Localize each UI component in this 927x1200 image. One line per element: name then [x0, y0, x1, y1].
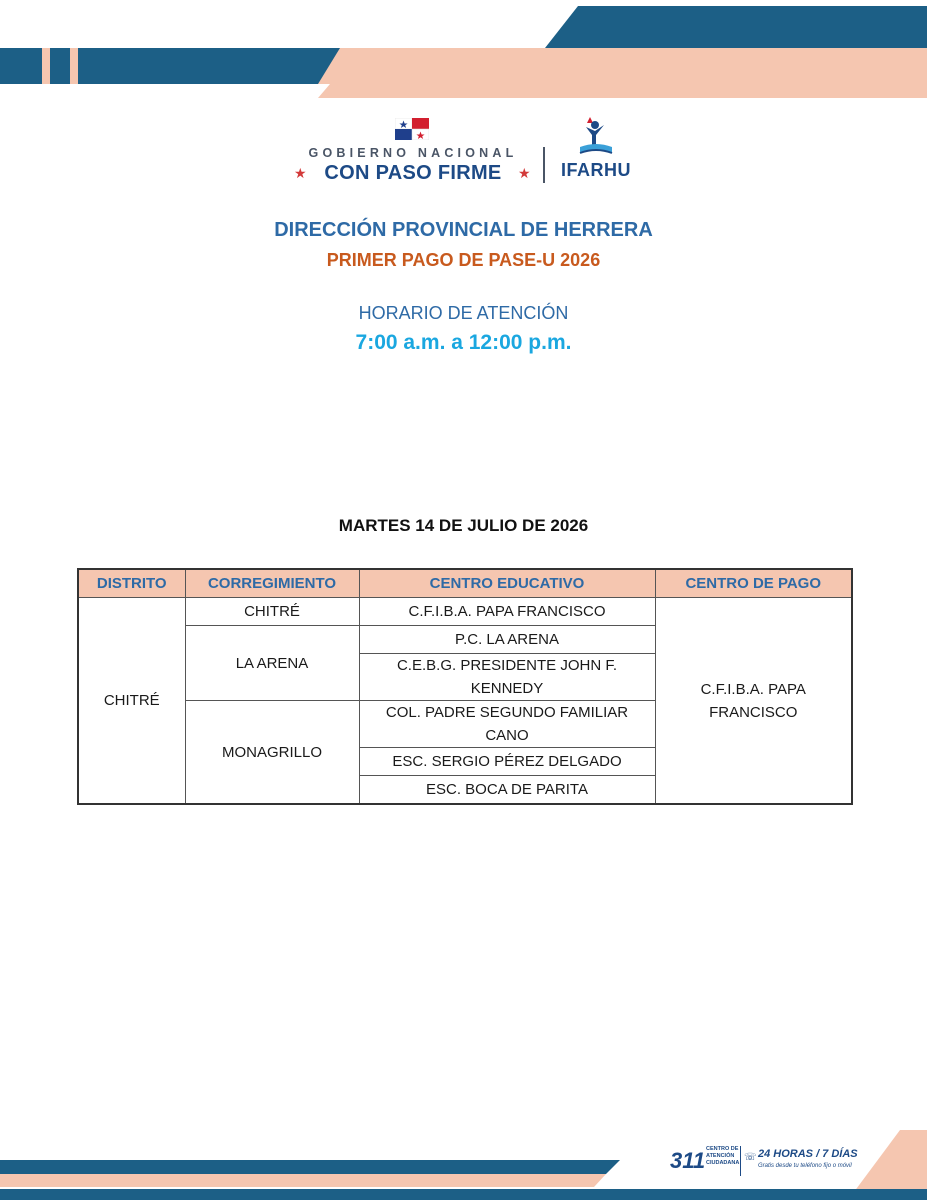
- line-number: 311: [670, 1148, 706, 1173]
- footer-divider: [740, 1146, 741, 1176]
- hours-label: 24 HORAS / 7 DÍAS: [758, 1148, 858, 1160]
- cell-centro-educativo: C.E.B.G. PRESIDENTE JOHN F. KENNEDY: [359, 654, 655, 701]
- cell-centro-educativo: C.F.I.B.A. PAPA FRANCISCO: [359, 598, 655, 626]
- cell-distrito: CHITRÉ: [78, 598, 185, 805]
- linea-311-logo: [664, 1144, 858, 1180]
- star-icon: ★: [294, 165, 307, 181]
- header-corregimiento: CORREGIMIENTO: [185, 569, 359, 598]
- fecha-heading: MARTES 14 DE JULIO DE 2026: [338, 516, 589, 535]
- horario-time: 7:00 a.m. a 12:00 p.m.: [355, 331, 572, 354]
- student-book-icon: [576, 115, 616, 159]
- header-decoration: [0, 0, 927, 100]
- header-distrito: DISTRITO: [78, 569, 185, 598]
- table-header-row: [78, 569, 852, 598]
- panama-flag-icon: [395, 118, 429, 140]
- cell-corregimiento: MONAGRILLO: [185, 701, 359, 805]
- cell-centro-pago: C.F.I.B.A. PAPA FRANCISCO: [655, 598, 852, 805]
- cell-corregimiento: LA ARENA: [185, 626, 359, 701]
- direccion-title: DIRECCIÓN PROVINCIAL DE HERRERA: [274, 219, 653, 241]
- cell-centro-educativo: ESC. SERGIO PÉREZ DELGADO: [359, 748, 655, 776]
- cell-corregimiento: CHITRÉ: [185, 598, 359, 626]
- table-row: [78, 598, 852, 626]
- payment-schedule-table: [77, 568, 853, 805]
- pago-subtitle: PRIMER PAGO DE PASE-U 2026: [326, 250, 601, 270]
- header-centro-pago: CENTRO DE PAGO: [655, 569, 852, 598]
- gobierno-nacional-logo: [288, 118, 538, 188]
- ifarhu-label: IFARHU: [561, 160, 631, 180]
- horario-label: HORARIO DE ATENCIÓN: [358, 303, 569, 323]
- hours-sub: Gratis desde tu teléfono fijo o móvil: [758, 1163, 852, 1169]
- cell-centro-educativo: COL. PADRE SEGUNDO FAMILIAR CANO: [359, 701, 655, 748]
- ifarhu-logo: [556, 115, 636, 185]
- cell-centro-educativo: ESC. BOCA DE PARITA: [359, 776, 655, 805]
- gov-line2: CON PASO FIRME: [324, 162, 502, 184]
- phone-icon: ☏: [744, 1152, 757, 1163]
- gov-line1: GOBIERNO NACIONAL: [308, 146, 518, 160]
- star-icon: ★: [518, 165, 531, 181]
- cell-centro-educativo: P.C. LA ARENA: [359, 626, 655, 654]
- header-centro-educativo: CENTRO EDUCATIVO: [359, 569, 655, 598]
- line-label: CENTRO DE ATENCIÓN CIUDADANA: [706, 1146, 740, 1166]
- logo-divider: [543, 147, 545, 183]
